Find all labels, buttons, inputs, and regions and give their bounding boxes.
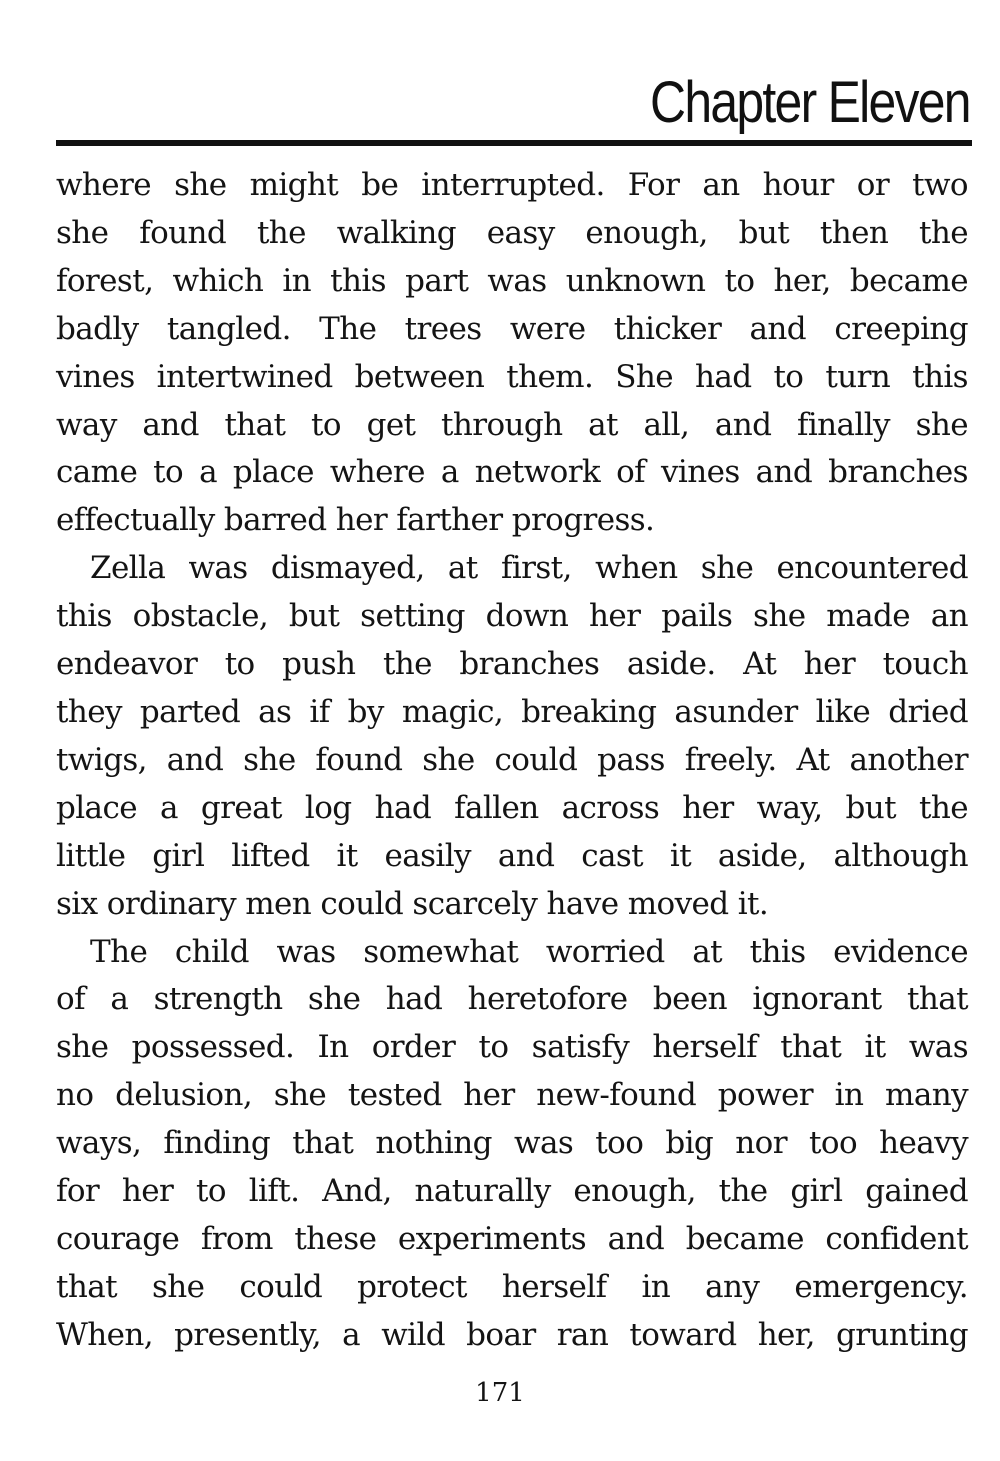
page-number: 171 — [475, 1378, 525, 1408]
text-line: came to a place where a network of vines and branches — [56, 454, 968, 491]
text-line: The child was somewhat worried at this evidence — [90, 933, 968, 970]
text-line: six ordinary men could scarcely have moved it. — [56, 885, 769, 922]
text-line: vines intertwined between them. She had to turn this — [56, 358, 968, 395]
text-line: where she might be interrupted. For an hour or two — [56, 167, 968, 203]
text-line: little girl lifted it easily and cast it aside, although — [56, 837, 968, 874]
text-line: place a great log had fallen across her way, but the — [56, 789, 968, 826]
text-line: that she could protect herself in any emergency. — [56, 1268, 968, 1305]
text-line: way and that to get through at all, and finally she — [56, 406, 968, 443]
text-line: she found the walking easy enough, but then the — [56, 214, 968, 251]
text-line: of a strength she had heretofore been ignorant that — [56, 981, 968, 1018]
chapter-title: Chapter Eleven — [650, 70, 970, 135]
paragraph-1 — [56, 162, 968, 545]
paragraph-3 — [56, 929, 968, 1360]
text-line: ways, finding that nothing was too big nor too heavy — [56, 1125, 968, 1162]
body-text — [56, 162, 968, 1360]
header-rule — [56, 140, 972, 146]
text-line: no delusion, she tested her new-found power in many — [56, 1077, 968, 1114]
text-line: badly tangled. The trees were thicker and creeping — [56, 310, 968, 347]
text-line: When, presently, a wild boar ran toward her, grunting — [56, 1316, 968, 1353]
text-line: Zella was dismayed, at first, when she encountered — [90, 550, 968, 587]
text-line: this obstacle, but setting down her pails she made an — [56, 598, 968, 635]
text-line: endeavor to push the branches aside. At her touch — [56, 646, 968, 683]
paragraph-2 — [56, 545, 968, 928]
text-line: for her to lift. And, naturally enough, the girl gained — [56, 1173, 968, 1210]
text-line: forest, which in this part was unknown to her, became — [56, 262, 968, 299]
text-line: effectually barred her farther progress. — [56, 502, 655, 539]
text-line: twigs, and she found she could pass freely. At another — [56, 741, 968, 778]
text-line: courage from these experiments and became confident — [56, 1220, 968, 1257]
text-line: she possessed. In order to satisfy herself that it was — [56, 1029, 968, 1066]
text-line: they parted as if by magic, breaking asunder like dried — [56, 693, 968, 730]
